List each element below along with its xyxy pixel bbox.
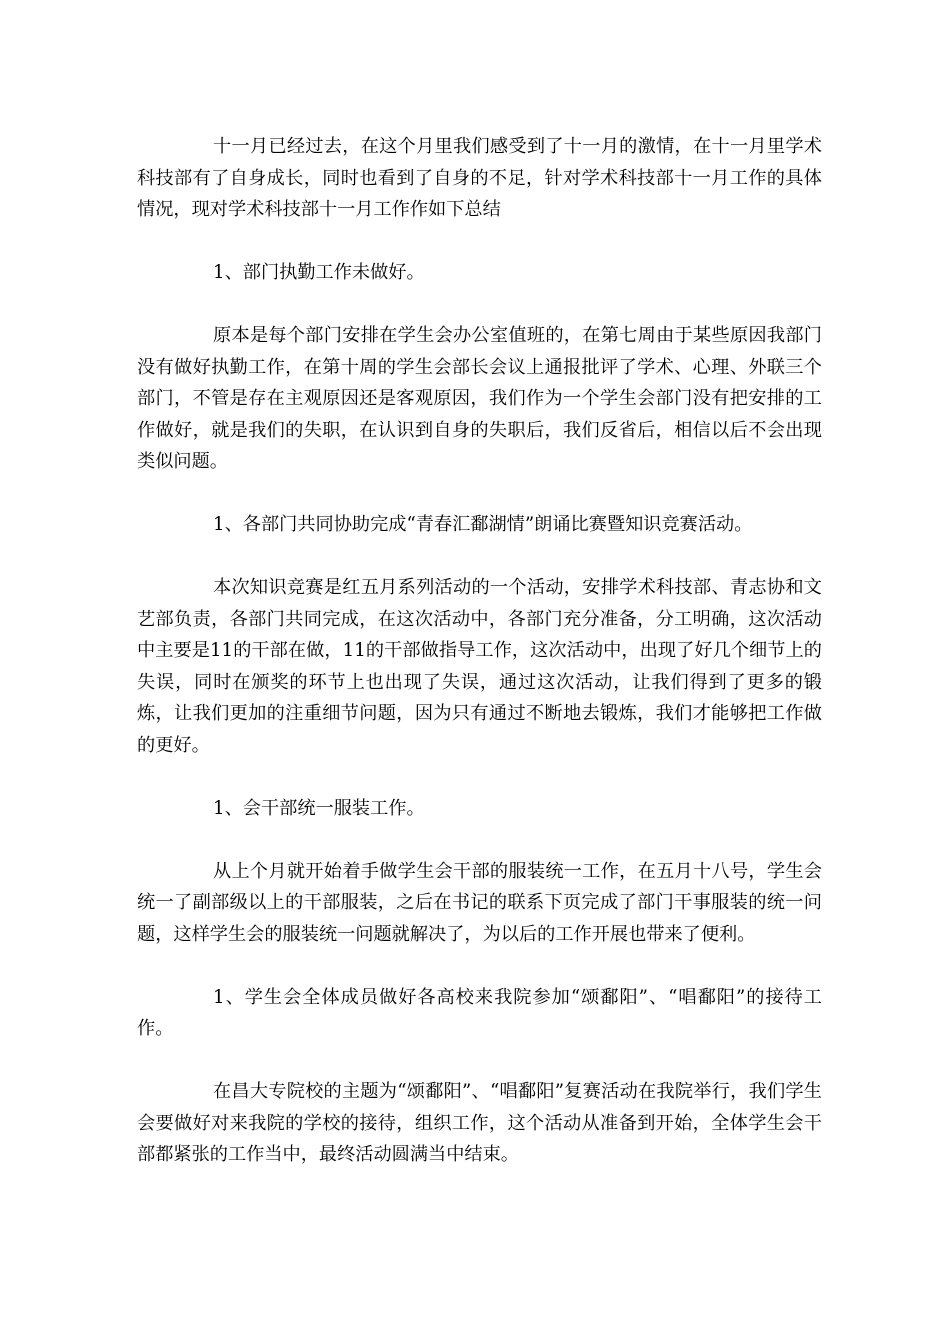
competition-paragraph: 本次知识竞赛是红五月系列活动的一个活动，安排学术科技部、青志协和文艺部负责，各部门共同完成，在这次活动中，各部门充分准备，分工明确，这次活动中主要是11的干部在做，11的干部做指导工作，这次活动中，出现了好几个细节上的失误，同时在颁奖的环节上也出现了失误，通过这次活动，让我们得到了更多的锻炼，让我们更加的注重细节问题，因为只有通过不断地去锻炼，我们才能够把工作做的更好。 xyxy=(137,577,822,756)
duty-paragraph: 原本是每个部门安排在学生会办公室值班的，在第七周由于某些原因我部门没有做好执勤工作，在第十周的学生会部长会议上通报批评了学术、心理、外联三个部门，不管是存在主观原因还是客观原因，我们作为一个学生会部门没有把安排的工作做好，就是我们的失职，在认识到自身的失职后，我们反省后，相信以后不会出现类似问题。 xyxy=(137,325,822,472)
section-heading-competition: 1、各部门共同协助完成“青春汇鄱湖情”朗诵比赛暨知识竞赛活动。 xyxy=(213,514,753,535)
document-body xyxy=(137,131,822,1202)
section-heading-uniform: 1、会干部统一服装工作。 xyxy=(213,797,425,819)
section-heading-duty: 1、部门执勤工作未做好。 xyxy=(213,262,425,283)
intro-paragraph: 十一月已经过去，在这个月里我们感受到了十一月的激情，在十一月里学术科技部有了自身成长，同时也看到了自身的不足，针对学术科技部十一月工作的具体情况，现对学术科技部十一月工作作如下总结 xyxy=(137,136,822,220)
uniform-paragraph: 从上个月就开始着手做学生会干部的服装统一工作，在五月十八号，学生会统一了副部级以上的干部服装，之后在书记的联系下页完成了部门干事服装的统一问题，这样学生会的服装统一问题就解决了，为以后的工作开展也带来了便利。 xyxy=(137,860,822,945)
section-heading-reception: 1、学生会全体成员做好各高校来我院参加“颂鄱阳”、“唱鄱阳”的接待工作。 xyxy=(137,986,822,1039)
reception-paragraph: 在昌大专院校的主题为“颂鄱阳”、“唱鄱阳”复赛活动在我院举行，我们学生会要做好对来我院的学校的接待，组织工作，这个活动从准备到开始，全体学生会干部都紧张的工作当中，最终活动圆满当中结束。 xyxy=(137,1081,822,1165)
